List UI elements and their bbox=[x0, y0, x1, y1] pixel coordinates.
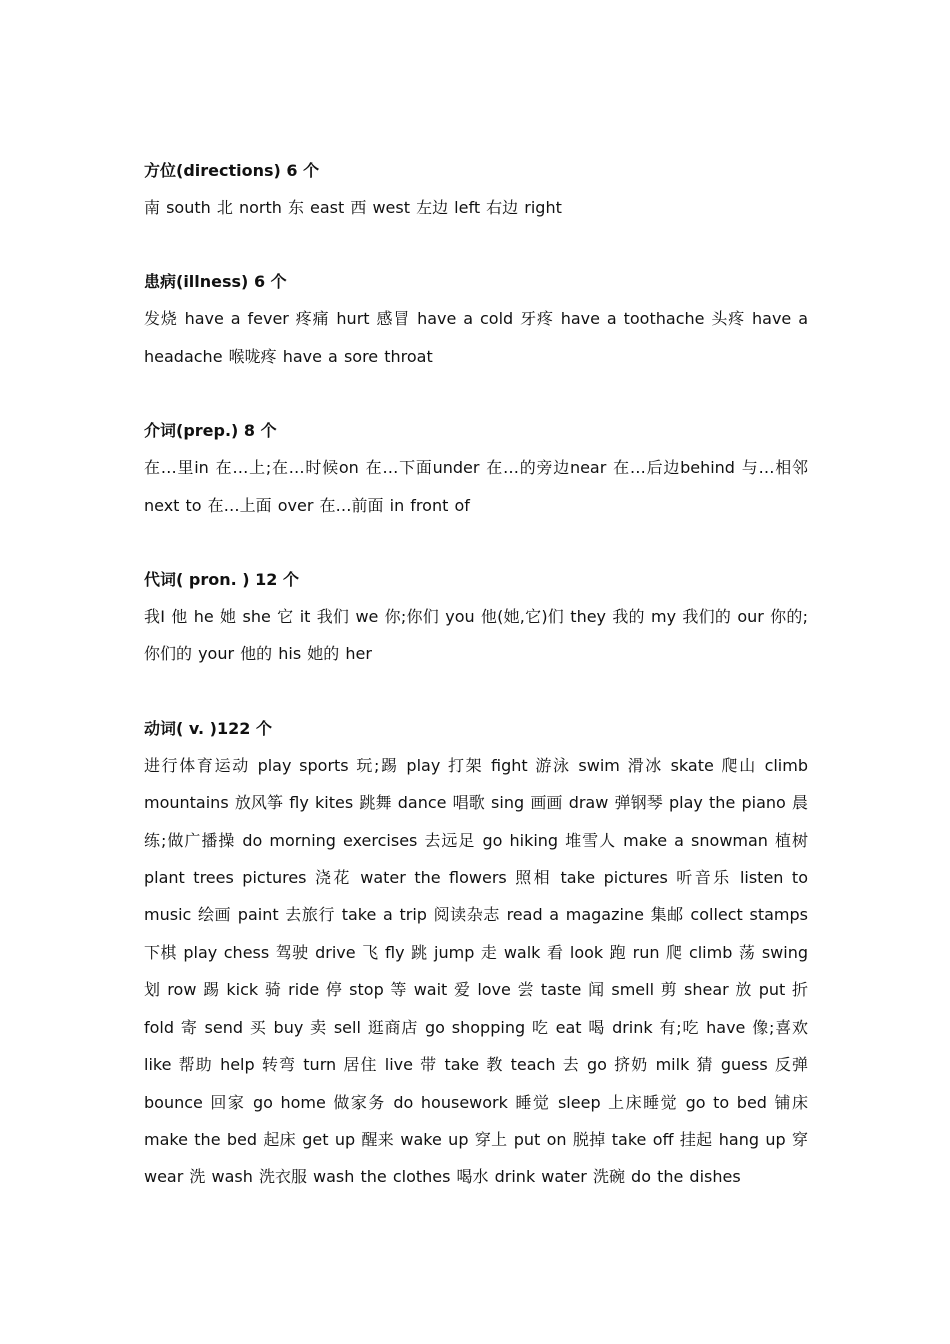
section-heading: 代词( pron. ) 12 个 bbox=[144, 570, 299, 590]
section-heading: 介词(prep.) 8 个 bbox=[144, 421, 277, 441]
section-pronouns bbox=[144, 561, 808, 673]
section-heading: 方位(directions) 6 个 bbox=[144, 161, 320, 180]
section-verbs bbox=[144, 710, 808, 1196]
section-illness bbox=[144, 263, 808, 375]
section-body: 南 south 北 north 东 east 西 west 左边 left 右边 right bbox=[144, 198, 562, 217]
section-directions bbox=[144, 152, 808, 226]
document-page bbox=[144, 152, 808, 1233]
section-heading: 患病(illness) 6 个 bbox=[144, 272, 287, 292]
section-body: 发烧 have a fever 疼痛 hurt 感冒 have a cold 牙疼 have a toothache 头疼 have a headache 喉咙疼 have a sore throat bbox=[144, 309, 808, 366]
section-body: 进行体育运动 play sports 玩;踢 play 打架 fight 游泳 swim 滑冰 skate 爬山 climb mountains 放风筝 fly kites 跳舞 dance 唱歌 sing 画画 draw 弹钢琴 play the piano 晨练;做广播操 do morning exercises 去远足 go hiking 堆雪人 make a snowman 植树 plant trees pictures 浇花 water the flowers 照相 take pictures 听音乐 listen to music 绘画 paint 去旅行 take a trip 阅读杂志 read a magazine 集邮 collect stamps 下棋 play chess 驾驶 drive 飞 fly 跳 jump 走 walk 看 look 跑 run 爬 climb 荡 swing 划 row 踢 kick 骑 ride 停 stop 等 wait 爱 love 尝 taste 闻 smell 剪 shear 放 put 折 fold 寄 send 买 buy 卖 sell 逛商店 go shopping 吃 eat 喝 drink 有;吃 have 像;喜欢 like 帮助 help 转弯 turn 居住 live 带 take 教 teach 去 go 挤奶 milk 猜 guess 反弹 bounce 回家 go home 做家务 do housework 睡觉 sleep 上床睡觉 go to bed 铺床 make the bed 起床 get up 醒来 wake up 穿上 put on 脱掉 take off 挂起 hang up 穿 wear 洗 wash 洗衣服 wash the clothes 喝水 drink water 洗碗 do the dishes bbox=[144, 755, 808, 1187]
section-heading: 动词( v. )122 个 bbox=[144, 718, 272, 738]
section-body: 我I 他 he 她 she 它 it 我们 we 你;你们 you 他(她,它)们 they 我的 my 我们的 our 你的;你们的 your 他的 his 她的 her bbox=[144, 607, 808, 664]
section-body: 在…里in 在…上;在…时候on 在…下面under 在…的旁边near 在…后边behind 与…相邻 next to 在…上面 over 在…前面 in front of bbox=[144, 458, 808, 515]
section-prepositions bbox=[144, 412, 808, 524]
